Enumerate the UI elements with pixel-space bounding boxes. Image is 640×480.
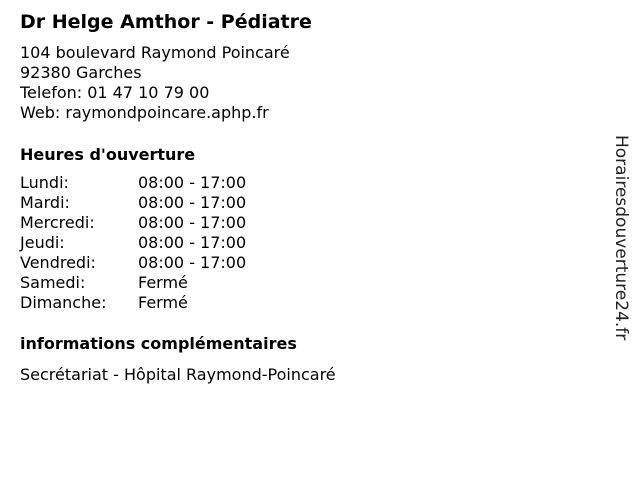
- website-link[interactable]: Web: raymondpoincare.aphp.fr: [20, 103, 269, 122]
- hours-day: Samedi:: [20, 273, 86, 292]
- hours-heading: Heures d'ouverture: [20, 145, 196, 164]
- hours-row-lundi: [20, 173, 600, 193]
- hours-time: Fermé: [138, 273, 188, 292]
- address-block: [20, 43, 600, 123]
- hours-row-samedi: [20, 273, 600, 293]
- hours-row-mercredi: [20, 213, 600, 233]
- practice-title: Dr Helge Amthor - Pédiatre: [20, 11, 312, 33]
- hours-time: 08:00 - 17:00: [138, 193, 247, 212]
- address-street: 104 boulevard Raymond Poincaré: [20, 43, 290, 62]
- info-heading: informations complémentaires: [20, 334, 297, 353]
- hours-day: Vendredi:: [20, 253, 96, 272]
- hours-day: Jeudi:: [20, 233, 65, 252]
- hours-day: Mercredi:: [20, 213, 95, 232]
- hours-time: 08:00 - 17:00: [138, 173, 247, 192]
- practice-card: [20, 10, 600, 385]
- phone-number: Telefon: 01 47 10 79 00: [20, 83, 210, 102]
- hours-time: Fermé: [138, 293, 188, 312]
- hours-day: Dimanche:: [20, 293, 107, 312]
- watermark: Horairesdouverture24.fr: [611, 135, 631, 341]
- address-city: 92380 Garches: [20, 63, 142, 82]
- hours-day: Mardi:: [20, 193, 70, 212]
- hours-day: Lundi:: [20, 173, 69, 192]
- hours-row-mardi: [20, 193, 600, 213]
- info-text: Secrétariat - Hôpital Raymond-Poincaré: [20, 365, 336, 384]
- hours-row-vendredi: [20, 253, 600, 273]
- hours-table: [20, 173, 600, 313]
- hours-row-dimanche: [20, 293, 600, 313]
- hours-time: 08:00 - 17:00: [138, 253, 247, 272]
- hours-time: 08:00 - 17:00: [138, 213, 247, 232]
- hours-time: 08:00 - 17:00: [138, 233, 247, 252]
- hours-row-jeudi: [20, 233, 600, 253]
